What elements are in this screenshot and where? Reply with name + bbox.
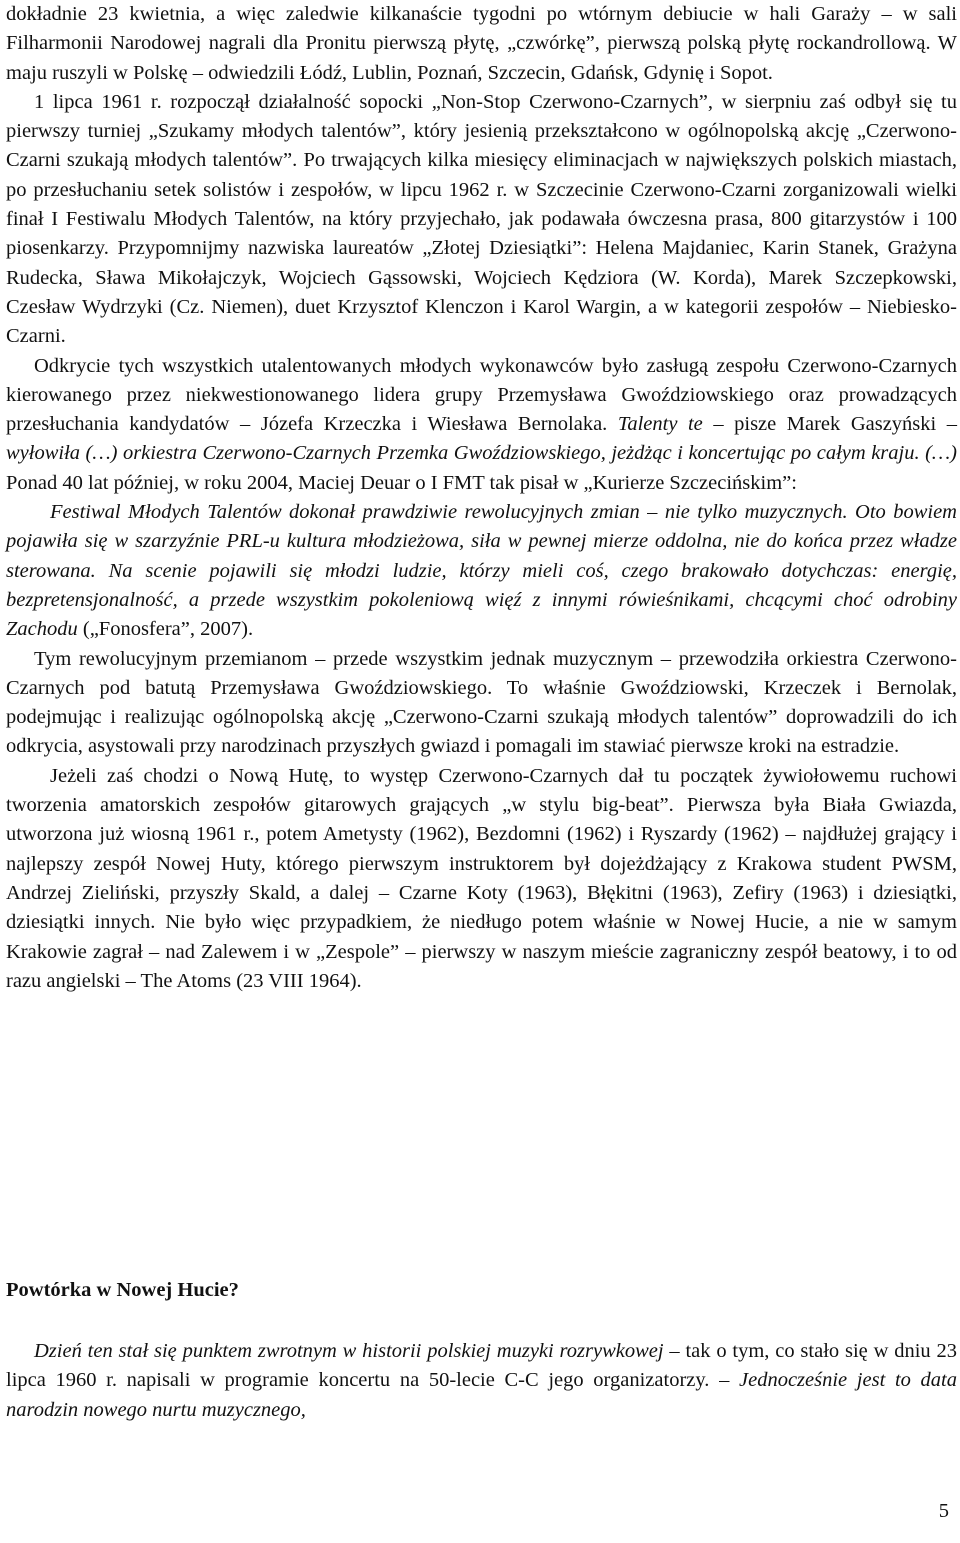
paragraph-6-italic-c: Jednocześnie jest to data narodzin nowego nurtu muzycznego, <box>6 1369 957 1421</box>
paragraph-3 <box>6 352 957 498</box>
paragraph-3-text-c: – pisze Marek Gaszyński – <box>702 413 958 436</box>
page-number: 5 <box>938 1500 949 1522</box>
paragraph-3-text-a: Odkrycie tych wszystkich utalentowanych młodych wykonawców było zasługą zespołu Czerwono-Czarnych kierowanego przez niekwestionowanego lidera grupy Przemysława Gwoździowskiego oraz prowadzących przesłuchania kandydatów – Józefa Krzeczka i Wiesława Bernolaka. <box>6 354 957 436</box>
paragraph-6-text-b: – tak o tym, co stało się w dniu 23 lipca 1960 r. napisali w programie koncertu na 50-lecie C-C jego organizatorzy. – <box>6 1340 957 1392</box>
paragraph-3-text-e: Ponad 40 lat później, w roku 2004, Maciej Deuar o I FMT tak pisał w „Kurierze Szczecińskim”: <box>6 471 797 494</box>
quote-text: Festiwal Młodych Talentów dokonał prawdziwie rewolucyjnych zmian – nie tylko muzycznych. Oto bowiem pojawiła się w szarzyźnie PRL-u kultura młodzieżowa, siła w pewnej mierze oddolna, nie do końca przez władze sterowana. Na scenie pojawili się młodzi ludzie, którzy mieli coś, czego brakowało dotychczas: energię, bezpretensjonalność, a przede wszystkim pokoleniową więź z innymi rówieśnikami, chcącymi choć odrobiny Zachodu <box>6 501 957 641</box>
document-page <box>6 0 957 1543</box>
paragraph-4: Tym rewolucyjnym przemianom – przede wszystkim jednak muzycznym – przewodziła orkiestra Czerwono-Czarnych pod batutą Przemysława Gwoździowskiego. To właśnie Gwoździowski, Krzeczek i Bernolak, podejmując i realizując ogólnopolską akcję „Czerwono-Czarni szukają młodych talentów” doprowadzili do ich odkrycia, asystowali przy narodzinach przyszłych gwiazd i pomagali im stawiać pierwsze kroki na estradzie. <box>6 647 957 758</box>
section-heading: Powtórka w Nowej Hucie? <box>6 1279 239 1301</box>
paragraph-3-italic-b: Talenty te <box>617 413 703 436</box>
paragraph-2: 1 lipca 1961 r. rozpoczął działalność sopocki „Non-Stop Czerwono-Czarnych”, w sierpniu zaś odbył się tu pierwszy turniej „Szukamy młodych talentów”, który jesienią przekształcono w ogólnopolską akcję „Czerwono-Czarni szukają młodych talentów”. Po trwających kilka miesięcy eliminacjach w największych polskich miastach, po przesłuchaniu setek solistów i zespołów, w lipcu 1962 r. w Szczecinie Czerwono-Czarni zorganizowali wielki finał I Festiwalu Młodych Talentów, na który przyjechało, jak podawała ówczesna prasa, 800 gitarzystów i 100 piosenkarzy. Przypomnijmy nazwiska laureatów „Złotej Dziesiątki”: Helena Majdaniec, Karin Stanek, Grażyna Rudecka, Sława Mikołajczyk, Wojciech Gąssowski, Wojciech Kędziora (W. Korda), Marek Szczepkowski, Czesław Wydrzyki (Cz. Niemen), duet Krzysztof Klenczon i Karol Wargin, a w kategorii zespołów – Niebiesko-Czarni. <box>6 90 957 348</box>
paragraph-6 <box>6 1337 957 1425</box>
quote-source: („Fonosfera”, 2007). <box>77 618 254 641</box>
paragraph-1: dokładnie 23 kwietnia, a więc zaledwie kilkanaście tygodni po wtórnym debiucie w hali Garaży – w sali Filharmonii Narodowej nagrali dla Pronitu pierwszą płytę, „czwórkę”, pierwszą polską płytę rockandrollową. W maju ruszyli w Polskę – odwiedzili Łódź, Lublin, Poznań, Szczecin, Gdańsk, Gdynię i Sopot. <box>6 3 957 84</box>
paragraph-5: Jeżeli zaś chodzi o Nową Hutę, to występ Czerwono-Czarnych dał tu początek żywiołowemu ruchowi tworzenia amatorskich zespołów gitarowych grających „w stylu big-beat”. Pierwsza była Biała Gwiazda, utworzona już wiosną 1961 r., potem Ametysty (1962), Bezdomni (1962) i Ryszardy (1962) – najdłużej grający i najlepszy zespół Nowej Huty, którego pierwszym instruktorem był dojeżdżający z Krakowa student PWSM, Andrzej Zieliński, przyszły Skald, a dalej – Czarne Koty (1963), Błękitni (1963), Zefiry (1963) i dziesiątki, dziesiątki innych. Nie było więc przypadkiem, że niedługo potem właśnie w Nowej Hucie, a nie w samym Krakowie zagrał – nad Zalewem i w „Zespole” – pierwszy w naszym mieście zagraniczny zespół beatowy, i to od razu angielski – The Atoms (23 VIII 1964). <box>6 764 957 992</box>
block-quote <box>6 498 957 644</box>
paragraph-3-italic-d: wyłowiła (…) orkiestra Czerwono-Czarnych Przemka Gwoździowskiego, jeżdżąc i koncertując po całym kraju. (…) <box>6 442 957 465</box>
paragraph-6-italic-a: Dzień ten stał się punktem zwrotnym w historii polskiej muzyki rozrywkowej <box>34 1340 664 1362</box>
